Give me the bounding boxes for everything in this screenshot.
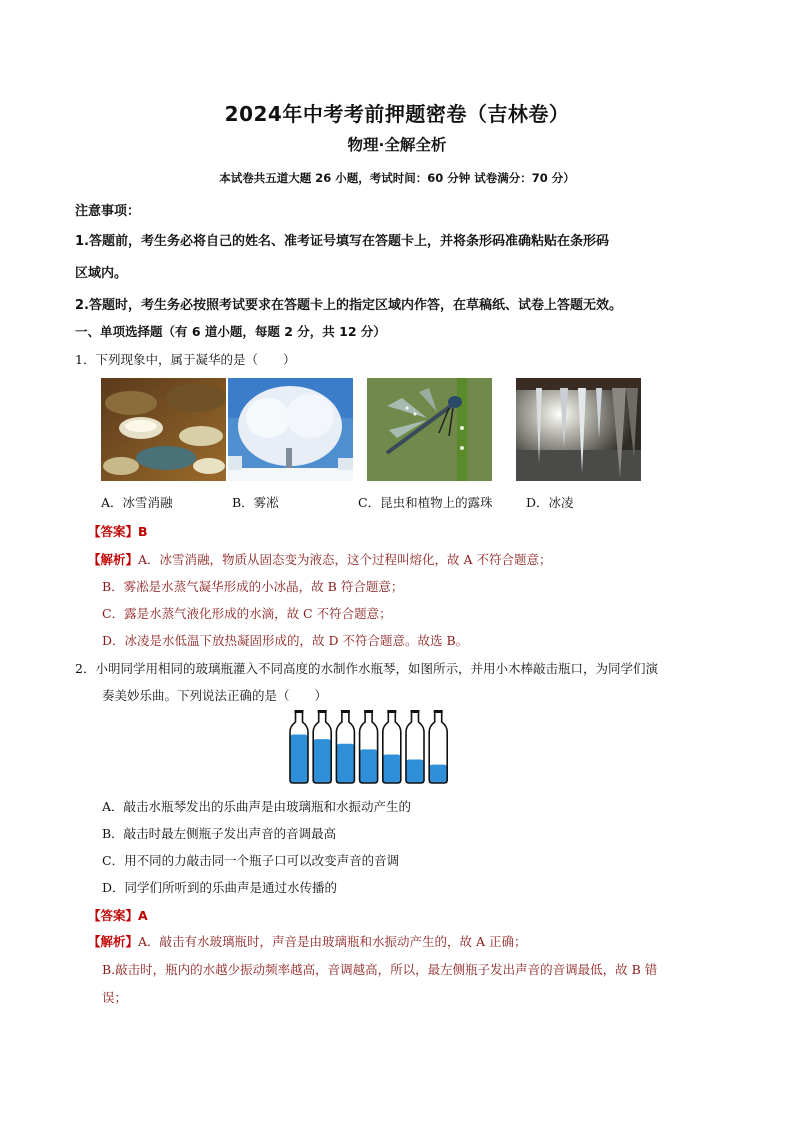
bottle-lip <box>387 710 396 713</box>
bottle-water <box>383 754 401 783</box>
q2-option-a[interactable]: A．敲击水瓶琴发出的乐曲声是由玻璃瓶和水振动产生的 <box>102 799 412 814</box>
water-bottles <box>286 710 466 786</box>
bottle-1 <box>290 710 308 783</box>
notes-heading: 注意事项： <box>75 204 141 219</box>
bottle-2 <box>313 710 331 783</box>
q2-option-c[interactable]: C．用不同的力敲击同一个瓶子口可以改变声音的音调 <box>102 853 400 868</box>
bottle-water <box>429 765 447 783</box>
q2-analysis-b: B.敲击时，瓶内的水越少振动频率越高，音调越高，所以，最左侧瓶子发出声音的音调最低，故 B 错 <box>102 962 658 977</box>
q1-answer: 【答案】B <box>88 524 148 539</box>
bottle-water <box>290 735 308 783</box>
page-title: 2024年中考考前押题密卷（吉林卷） <box>224 102 570 126</box>
q2-analysis-b-cont: 误； <box>102 990 128 1005</box>
question-2-stem: 2．小明同学用相同的玻璃瓶灌入不同高度的水制作水瓶琴，如图所示，并用小木棒敲击瓶口，为同学们演 <box>75 661 658 676</box>
melting-ice-photo <box>101 378 226 481</box>
page-subtitle: 物理·全解全析 <box>347 136 447 154</box>
bottle-lip <box>434 710 443 713</box>
q1-option-b[interactable]: B．雾凇 <box>232 495 279 510</box>
question-1-stem: 1．下列现象中，属于凝华的是（ ） <box>75 352 296 367</box>
bottle-lip <box>295 710 304 713</box>
q2-answer: 【答案】A <box>88 908 148 923</box>
q1-option-d[interactable]: D．冰凌 <box>526 495 574 510</box>
q1-analysis-c: C．露是水蒸气液化形成的水滴，故 C 不符合题意； <box>102 606 392 621</box>
icicle-photo <box>516 378 641 481</box>
bottle-water <box>336 744 354 783</box>
bottle-lip <box>411 710 420 713</box>
bottle-7 <box>429 710 447 783</box>
water-bottle-figure <box>286 710 466 790</box>
bottle-3 <box>336 710 354 783</box>
note-1: 1.答题前，考生务必将自己的姓名、准考证号填写在答题卡上，并将条形码准确粘贴在条形码 <box>75 234 609 249</box>
q1-analysis-a <box>88 550 552 568</box>
q2-option-b[interactable]: B．敲击时最左侧瓶子发出声音的音调最高 <box>102 826 337 841</box>
dew-insect-photo <box>367 378 492 481</box>
analysis-text: A．敲击有水玻璃瓶时，声音是由玻璃瓶和水振动产生的，故 A 正确； <box>138 934 527 949</box>
bottle-6 <box>406 710 424 783</box>
bottle-water <box>360 749 378 783</box>
bottle-lip <box>364 710 373 713</box>
question-2-stem-cont: 奏美妙乐曲。下列说法正确的是（ ） <box>102 688 328 703</box>
rime-tree-photo <box>228 378 353 481</box>
note-1-cont: 区域内。 <box>75 266 128 281</box>
q2-analysis-a <box>88 932 527 950</box>
bottle-5 <box>383 710 401 783</box>
q2-option-d[interactable]: D．同学们所听到的乐曲声是通过水传播的 <box>102 880 338 895</box>
q1-analysis-b: B．雾凇是水蒸气凝华形成的小冰晶，故 B 符合题意； <box>102 579 404 594</box>
bottle-lip <box>318 710 327 713</box>
q1-option-c[interactable]: C．昆虫和植物上的露珠 <box>358 495 493 510</box>
bottle-lip <box>341 710 350 713</box>
bottle-4 <box>360 710 378 783</box>
section-heading: 一、单项选择题（有 6 道小题，每题 2 分，共 12 分） <box>75 324 386 339</box>
exam-meta: 本试卷共五道大题 26 小题，考试时间：60 分钟 试卷满分：70 分） <box>219 171 575 185</box>
note-2: 2.答题时，考生务必按照考试要求在答题卡上的指定区域内作答，在草稿纸、试卷上答题无效。 <box>75 298 622 313</box>
analysis-text: A．冰雪消融，物质从固态变为液态，这个过程叫熔化，故 A 不符合题意； <box>138 552 552 567</box>
analysis-tag: 【解析】 <box>88 552 139 567</box>
bottle-water <box>313 739 331 783</box>
q1-analysis-d: D．冰凌是水低温下放热凝固形成的，故 D 不符合题意。故选 B。 <box>102 633 469 648</box>
bottle-water <box>406 760 424 783</box>
analysis-tag: 【解析】 <box>88 934 139 949</box>
q1-option-a[interactable]: A．冰雪消融 <box>101 495 173 510</box>
